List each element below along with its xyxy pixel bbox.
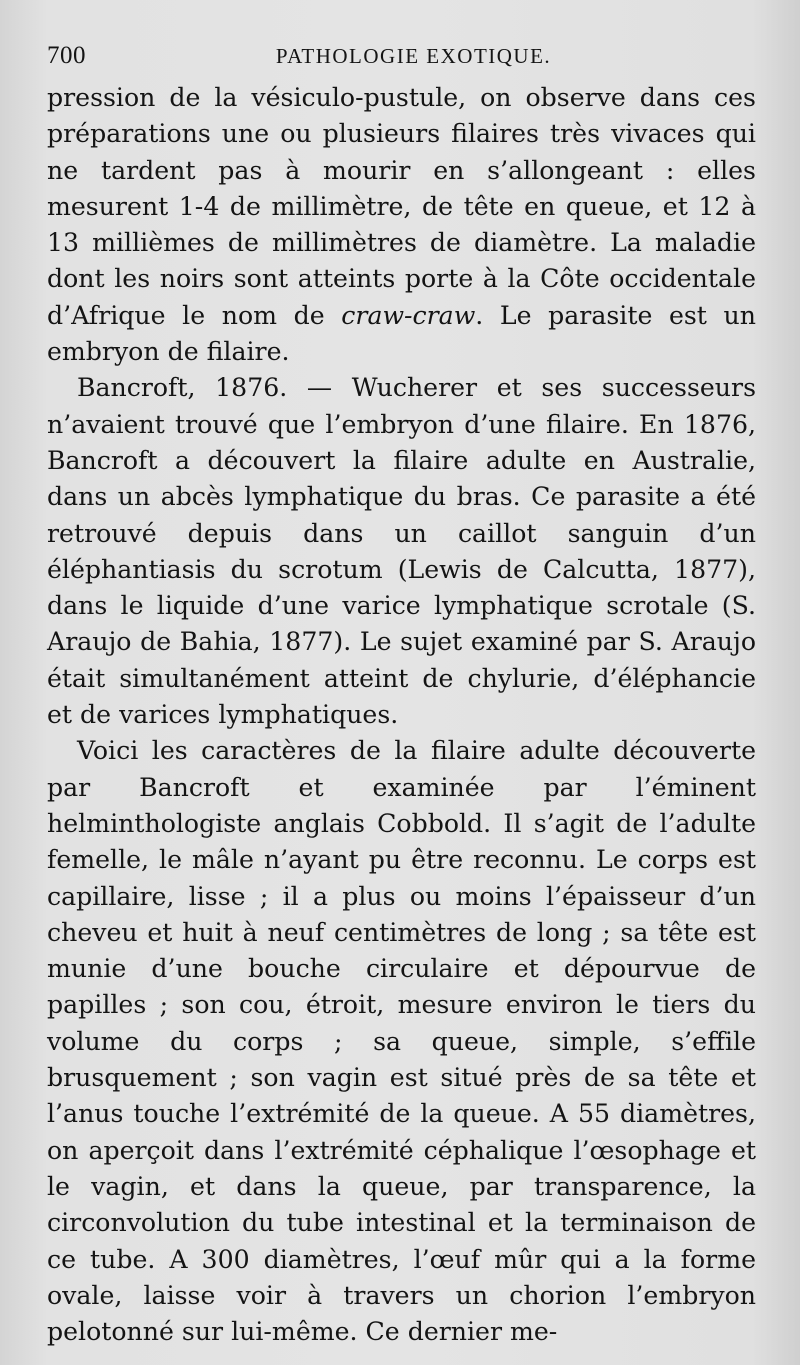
italic-term: craw-craw [341, 300, 476, 330]
body-text [47, 80, 756, 1350]
page-number: 700 [47, 42, 86, 69]
paragraph-characteristics: Voici les caractères de la filaire adulte découverte par Bancroft et examinée par l’éminent helminthologiste anglais Cobbold. Il s’agit de l’adulte femelle, le mâle n’ayant pu être reconnu. Le corps est capillaire, lisse ; il a plus ou moins l’épaisseur d’un cheveu et huit à neuf centimètres de long ; sa tête est munie d’une bouche circulaire et dépourvue de papilles ; son cou, étroit, mesure environ le tiers du volume du corps ; sa queue, simple, s’effile brusquement ; son vagin est situé près de sa tête et l’anus touche l’extrémité de la queue. A 55 diamètres, on aperçoit dans l’extrémité céphalique l’œsophage et le vagin, et dans la queue, par transparence, la circonvolution du tube intestinal et la terminaison de ce tube. A 300 diamètres, l’œuf mûr qui a la forme ovale, laisse voir à travers un chorion l’embryon pelotonné sur lui-même. Ce dernier me- [47, 736, 756, 1347]
paragraph-text: . Le parasite est un embryon de filaire. [47, 300, 756, 367]
paragraph-bancroft: Bancroft, 1876. — Wucherer et ses successeurs n’avaient trouvé que l’embryon d’une filaire. En 1876, Bancroft a découvert la filaire adulte en Australie, dans un abcès lymphatique du bras. Ce parasite a été retrouvé depuis dans un caillot sanguin d’un éléphantiasis du scrotum (Lewis de Calcutta, 1877), dans le liquide d’une varice lymphatique scrotale (S. Araujo de Bahia, 1877). Le sujet examiné par S. Araujo était simultanément atteint de chylurie, d’éléphancie et de varices lymphatiques. [47, 373, 756, 730]
running-title: PATHOLOGIE EXOTIQUE. [275, 44, 552, 68]
page-header [47, 40, 756, 80]
paragraph-continuation [47, 80, 756, 370]
paragraph-text: pression de la vésiculo-pustule, on observe dans ces préparations une ou plusieurs filaires très vivaces qui ne tardent pas à mourir en s’allongeant : elles mesurent 1-4 de millimètre, de tête en queue, et 12 à 13 millièmes de millimètres de diamètre. La maladie dont les noirs sont atteints porte à la Côte occidentale d’Afrique le nom de [47, 83, 756, 330]
